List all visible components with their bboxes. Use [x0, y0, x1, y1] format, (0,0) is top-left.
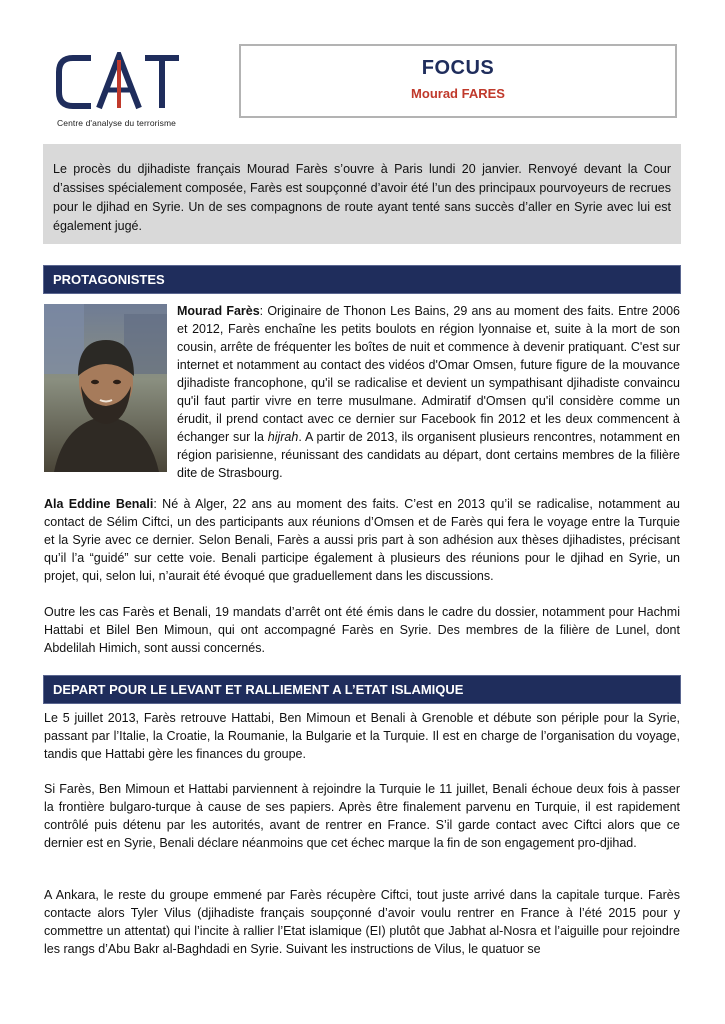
depart-text-3: A Ankara, le reste du groupe emmené par Farès récupère Ciftci, tout juste arrivé dans la capitale turque. Farès contacte alors Tyler Vilus (djihadiste français soupçonné d’avoir voulu rentrer en France à l’été 2015 pour y commettre un attentat) qui l’incite à rallier l’Etat islamique (EI) plutôt que Jabhat al-Nosra et l’aiguille pour rejoindre les rangs d’Abu Bakr al-Baghdadi en Syrie. Suivant les instructions de Vilus, le quatuor se — [44, 888, 680, 956]
benali-text: : Né à Alger, 22 ans au moment des faits. C’est en 2013 qu’il se radicalise, notamment au contact de Sélim Ciftci, un des participants aux réunions d’Omsen et de Farès qui fera le voyage entre la Turquie et la Syrie avec ce dernier. Selon Benali, Farès a aussi pris part à son adhésion aux thèses djihadistes, précisant qu’il l’a “guidé” sur cette voie. Benali participe également à plusieurs des réunions pour le djihad en Syrie, un projet, qui, selon lui, n’aurait été évoqué que graduellement dans les discussions. — [44, 497, 680, 583]
logo-subtitle: Centre d'analyse du terrorisme — [57, 118, 176, 128]
paragraph-depart-3 — [44, 886, 680, 958]
paragraph-mourad-fares — [177, 302, 680, 482]
focus-title: FOCUS — [421, 57, 495, 79]
section-header-protagonistes: PROTAGONISTES — [43, 265, 681, 294]
paragraph-ala-eddine-benali — [44, 495, 680, 585]
cat-logo — [55, 52, 195, 132]
fares-text-part1: : Originaire de Thonon Les Bains, 29 ans au moment des faits. Entre 2006 et 2012, Farès enchaîne les petits boulots en région lyonnaise et, suite à la mort de son cousin, arrête de fréquenter les boîtes de nuit et commence à devenir pratiquant. C'est sur internet et notamment au contact des vidéos d'Omar Omsen, future figure de la mouvance djihadiste francophone, qu'il se radicalise et devient un sympathisant djihadiste convaincu qu'il faut partir vivre en terre musulmane. Admiratif d'Omsen qu'il considère comme un érudit, il prend contact avec ce dernier sur Facebook fin 2012 et les deux commencent à échanger sur la — [177, 304, 680, 444]
paragraph-other-warrants — [44, 603, 680, 657]
term-hijrah: hijrah — [267, 430, 299, 444]
depart-text-1: Le 5 juillet 2013, Farès retrouve Hattabi, Ben Mimoun et Benali à Grenoble et débute son périple pour la Syrie, passant par l’Italie, la Croatie, la Roumanie, la Bulgarie et la Turquie. Il est en charge de l’organisation du voyage, tandis que Hattabi gère les finances du groupe. — [44, 711, 680, 761]
fares-text-part2: . A partir de 2013, ils organisent plusieurs rencontres, notamment en région parisienne, réunissant des candidats au départ, dont certains membres de la filière dite de Strasbourg. — [177, 430, 680, 480]
portrait-photo — [44, 304, 167, 472]
focus-subtitle: Mourad FARES — [411, 86, 505, 101]
section-header-depart-levant: DEPART POUR LE LEVANT ET RALLIEMENT A L’ETAT ISLAMIQUE — [43, 675, 681, 704]
depart-text-2: Si Farès, Ben Mimoun et Hattabi parviennent à rejoindre la Turquie le 11 juillet, Benali échoue deux fois à passer la frontière bulgaro-turque à cause de ses papiers. Après être finalement parvenu en Turquie, il est rapidement contrôlé puis détenu par les autorités, avant de rentrer en France. S’il garde contact avec Ciftci alors que ce dernier est en Syrie, Benali déclare néanmoins que cet échec marque la fin de son engagement pro-djihad. — [44, 782, 680, 850]
name-ala-eddine-benali: Ala Eddine Benali — [44, 497, 154, 511]
name-mourad-fares: Mourad Farès — [177, 304, 260, 318]
focus-header-box — [239, 44, 677, 118]
cat-logo-mark — [55, 52, 181, 112]
others-text: Outre les cas Farès et Benali, 19 mandats d’arrêt ont été émis dans le cadre du dossier, notamment pour Hachmi Hattabi et Bilel Ben Mimoun, qui ont accompagné Farès en Syrie. Des membres de la filière de Lunel, dont Abdelilah Himich, sont aussi concernés. — [44, 605, 680, 655]
paragraph-depart-1 — [44, 709, 680, 763]
paragraph-depart-2 — [44, 780, 680, 852]
intro-summary: Le procès du djihadiste français Mourad Farès s’ouvre à Paris lundi 20 janvier. Renvoyé devant la Cour d’assises spécialement composée, Farès est soupçonné d’avoir été l’un des principaux pourvoyeurs de recrues pour le djihad en Syrie. Un de ses compagnons de route ayant tenté sans succès d’aller en Syrie avec lui est également jugé. — [43, 144, 681, 244]
